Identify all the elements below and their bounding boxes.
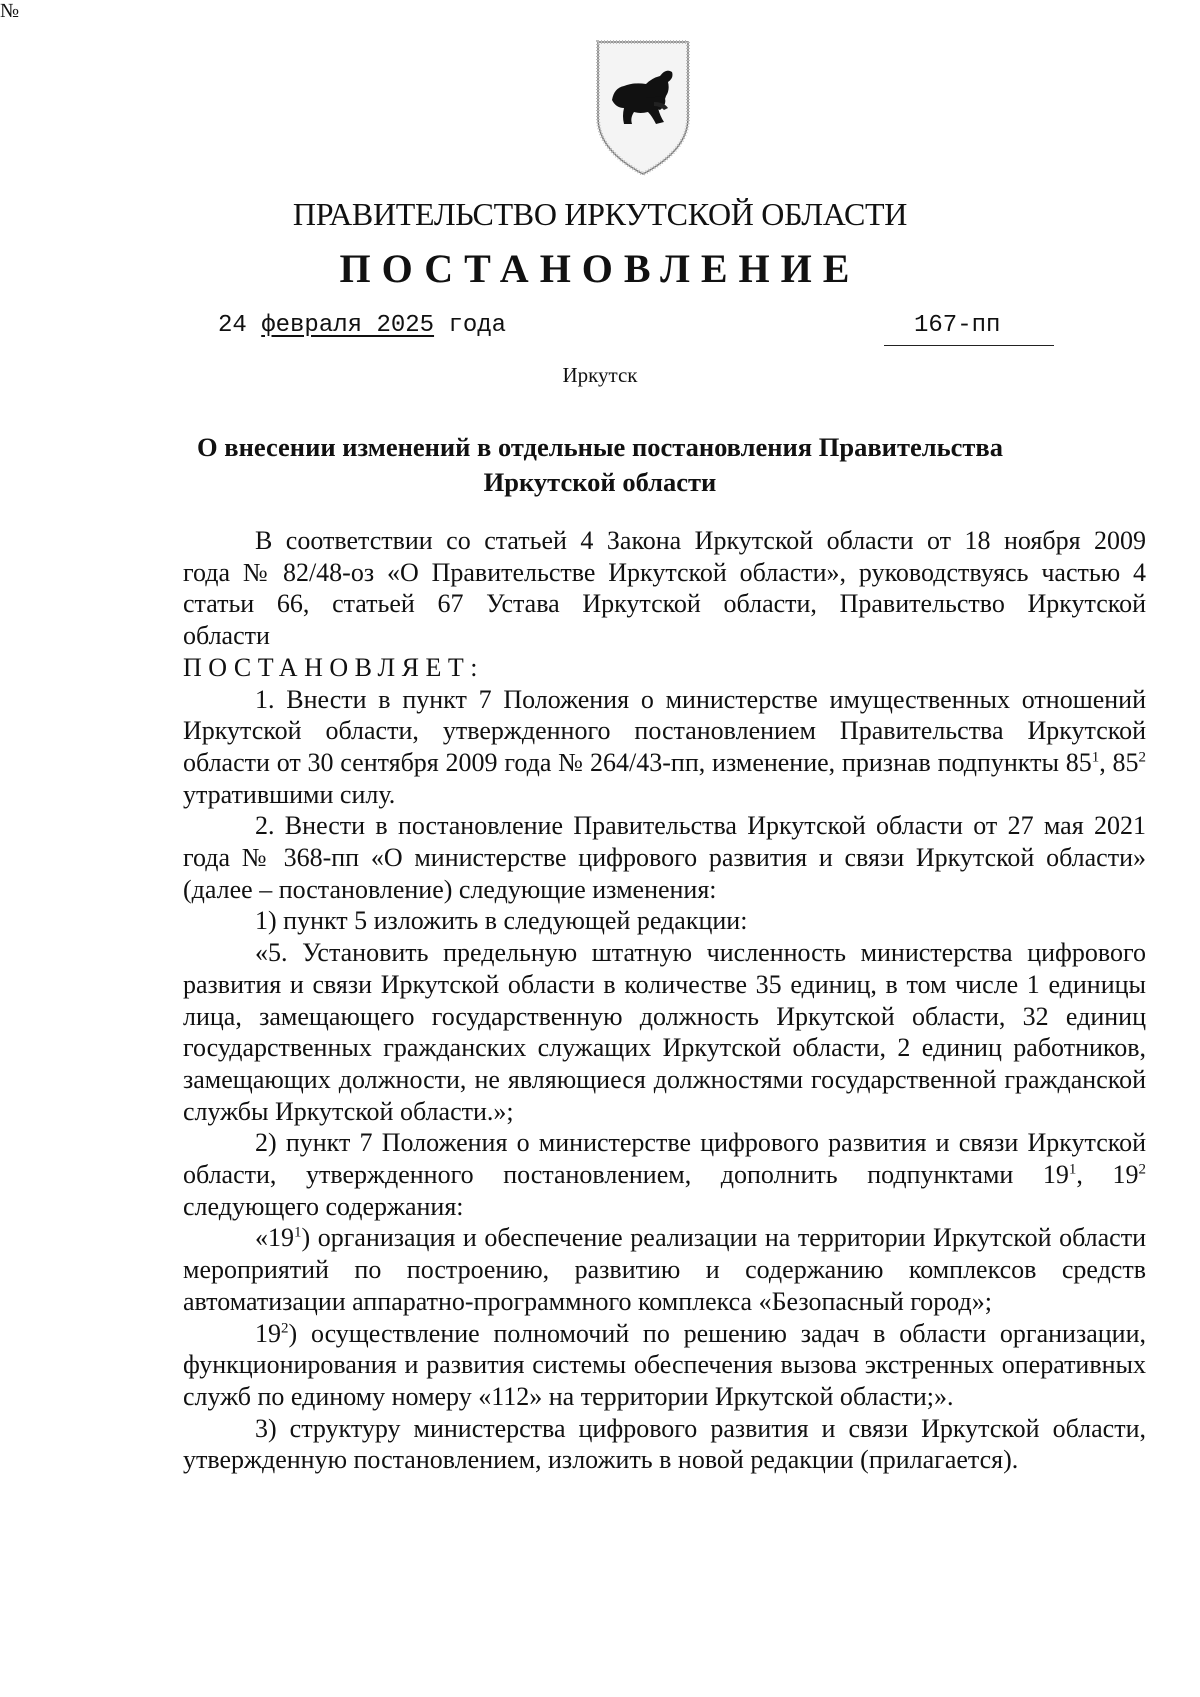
title-line-2: Иркутской области <box>483 467 717 497</box>
document-type: ПОСТАНОВЛЕНИЕ <box>339 246 861 291</box>
quote-subitem-19-1: «$19^1$) организация и обеспечение реализации на территории Иркутской области мероприятий по построению, развитию и содержанию комплексов средств автоматизации аппаратно-программного комплекса «Безопасный город»; <box>183 1223 1146 1316</box>
subitem-3: 3) структуру министерства цифрового развития и связи Иркутской области, утвержденную постановлением, изложить в новой редакции (прилагается). <box>183 1413 1146 1475</box>
item-1: 1. Внести в пункт 7 Положения о министерстве имущественных отношений Иркутской области, утвержденного постановлением Правительства Иркутской области от 30 сентября 2009 года № 264/43-пп, изменение, признав подпункты $85^1$, $85^2$ утратившими силу. <box>183 684 1147 809</box>
title-line-1: О внесении изменений в отдельные постановления Правительства <box>197 432 1003 462</box>
date-suffix: года <box>448 312 507 339</box>
preamble: В соответствии со статьей 4 Закона Иркутской области от 18 ноября 2009 года № 82/48-оз «О Правительстве Иркутской области», руководствуясь частью 4 статьи 66, статьей 67 Устава Иркутской области, Правительство Иркутской области <box>183 526 1146 651</box>
number-sign: № <box>0 0 20 22</box>
document-date <box>218 312 506 339</box>
subitem-1: 1) пункт 5 изложить в следующей редакции: <box>255 906 748 936</box>
document-title <box>0 430 1200 500</box>
city: Иркутск <box>562 363 638 387</box>
resolves-heading: ПОСТАНОВЛЯЕТ: <box>183 652 484 682</box>
date-month-year: февраля 2025 <box>261 312 435 339</box>
coat-of-arms-icon <box>594 38 692 178</box>
quote-subitem-19-2: $19^2$) осуществление полномочий по решению задач в области организации, функционирования и развития системы обеспечения вызова экстренных оперативных служб по единому номеру «112» на территории Иркутской области;». <box>183 1318 1146 1411</box>
document-body <box>183 525 1146 1476</box>
item-2: 2. Внести в постановление Правительства Иркутской области от 27 мая 2021 года № 368-пп «О министерстве цифрового развития и связи Иркутской области» (далее – постановление) следующие изменения: <box>183 811 1146 904</box>
government-name: ПРАВИТЕЛЬСТВО ИРКУТСКОЙ ОБЛАСТИ <box>292 196 908 232</box>
date-day: 24 <box>218 312 247 339</box>
subitem-2: 2) пункт 7 Положения о министерстве цифрового развития и связи Иркутской области, утвержденного постановлением, дополнить подпунктами $19^1$, $19^2$ следующего содержания: <box>183 1128 1146 1221</box>
quote-item-5: «5. Установить предельную штатную численность министерства цифрового развития и связи Иркутской области в количестве 35 единиц, в том числе 1 единицы лица, замещающего государственную должность Иркутской области, 32 единиц государственных гражданских служащих Иркутской области, 2 единиц работников, замещающих должности, не являющиеся должностями государственной гражданской службы Иркутской области.»; <box>183 938 1146 1126</box>
document-number: 167-пп <box>884 312 1054 346</box>
